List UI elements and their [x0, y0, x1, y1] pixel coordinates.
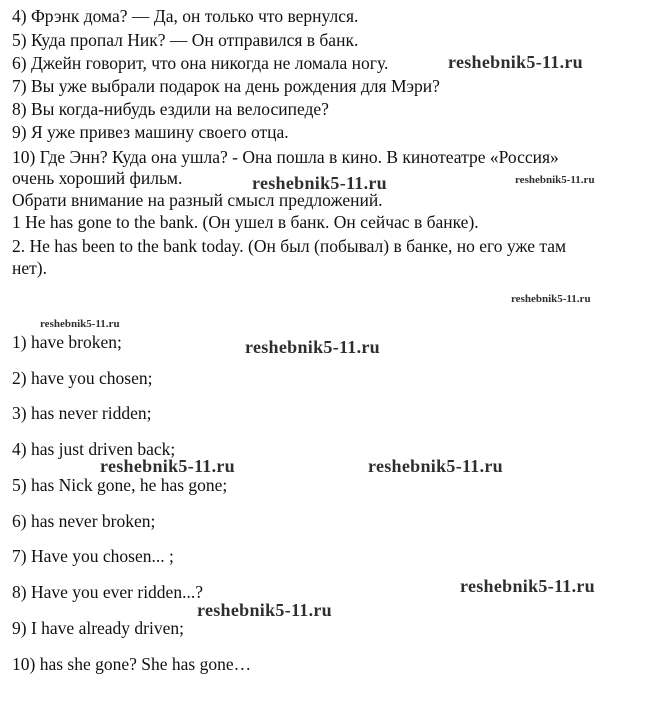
- watermark: reshebnik5-11.ru: [448, 52, 583, 72]
- answer-8: 8) Have you ever ridden...?: [12, 582, 203, 602]
- note-item-1: 1 He has gone to the bank. (Он ушел в банк. Он сейчас в банке).: [12, 212, 479, 232]
- ru-sentence-9: 9) Я уже привез машину своего отца.: [12, 122, 289, 142]
- note-item-2: 2. He has been to the bank today. (Он был (побывал) в банке, но его уже там: [12, 236, 567, 256]
- ru-sentence-4: 4) Фрэнк дома? — Да, он только что вернулся.: [12, 6, 359, 26]
- answer-1: 1) have broken;: [12, 332, 122, 352]
- watermark: reshebnik5-11.ru: [515, 174, 595, 186]
- watermark: reshebnik5-11.ru: [368, 456, 503, 476]
- answer-3: 3) has never ridden;: [12, 403, 152, 423]
- answer-5: 5) has Nick gone, he has gone;: [12, 475, 228, 495]
- ru-sentence-7: 7) Вы уже выбрали подарок на день рождения для Мэри?: [12, 76, 440, 96]
- answer-10: 10) has she gone? She has gone…: [12, 654, 252, 674]
- answer-2: 2) have you chosen;: [12, 368, 153, 388]
- answer-7: 7) Have you chosen... ;: [12, 546, 174, 566]
- watermark: reshebnik5-11.ru: [197, 600, 332, 620]
- answer-4: 4) has just driven back;: [12, 439, 176, 459]
- watermark: reshebnik5-11.ru: [460, 576, 595, 596]
- ru-sentence-6: 6) Джейн говорит, что она никогда не ломала ногу.: [12, 53, 389, 73]
- note-heading: Обрати внимание на разный смысл предложений.: [12, 190, 383, 210]
- watermark: reshebnik5-11.ru: [40, 318, 120, 330]
- ru-sentence-10-cont: очень хороший фильм.: [12, 168, 183, 188]
- answer-6: 6) has never broken;: [12, 511, 156, 531]
- watermark: reshebnik5-11.ru: [511, 293, 591, 305]
- watermark: reshebnik5-11.ru: [100, 456, 235, 476]
- note-item-2-cont: нет).: [12, 258, 47, 278]
- answer-9: 9) I have already driven;: [12, 618, 185, 638]
- watermark: reshebnik5-11.ru: [252, 173, 387, 193]
- watermark: reshebnik5-11.ru: [245, 337, 380, 357]
- ru-sentence-5: 5) Куда пропал Ник? — Он отправился в банк.: [12, 30, 359, 50]
- ru-sentence-10: 10) Где Энн? Куда она ушла? - Она пошла в кино. В кинотеатре «Россия»: [12, 147, 559, 167]
- ru-sentence-8: 8) Вы когда-нибудь ездили на велосипеде?: [12, 99, 329, 119]
